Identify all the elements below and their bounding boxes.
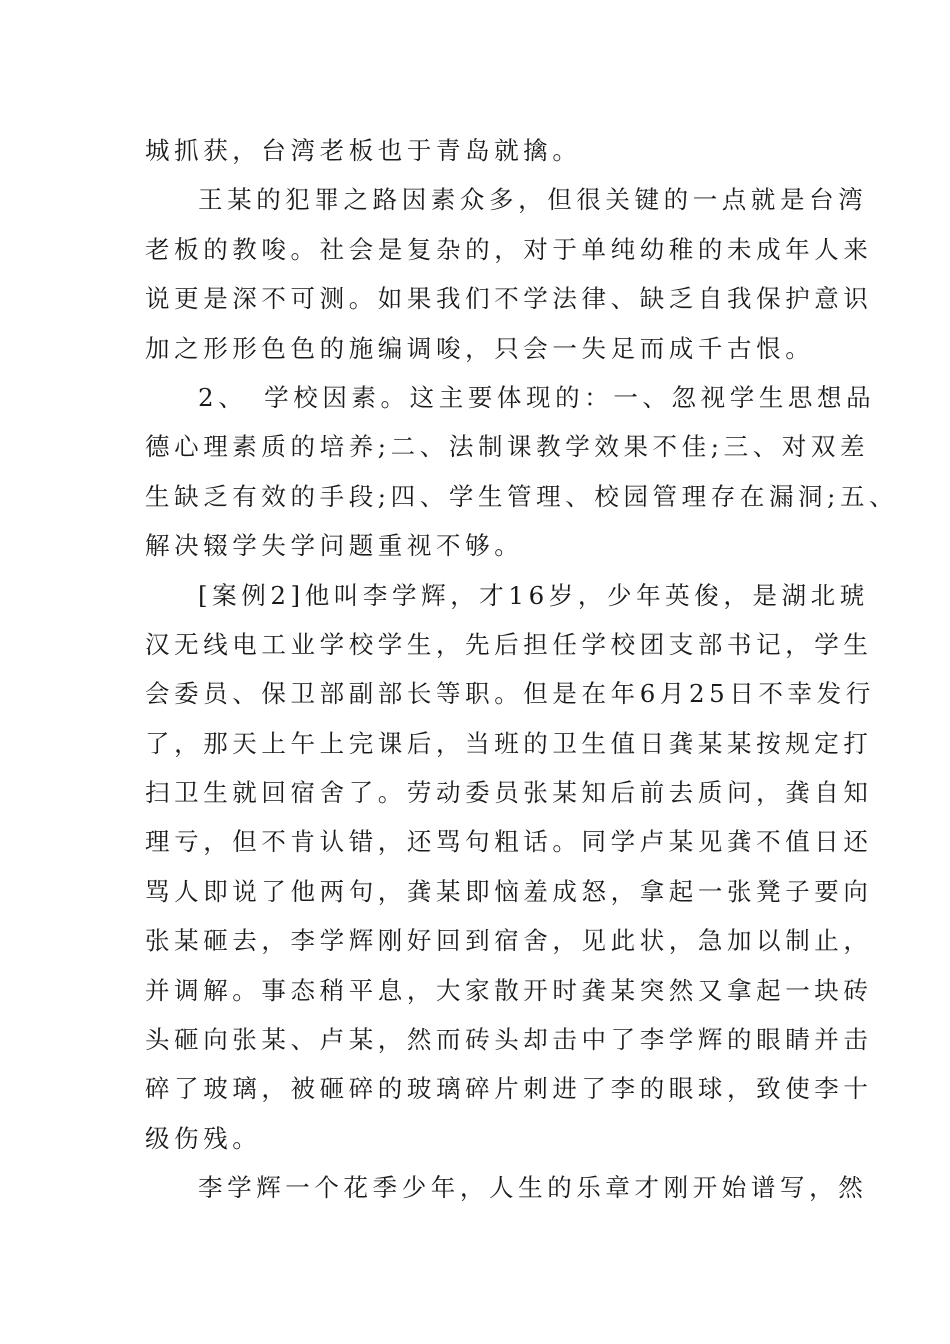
text-line: 城抓获，台湾老板也于青岛就擒。 (145, 136, 582, 165)
body-text (145, 126, 899, 1213)
text-line: 头砸向张某、卢某，然而砖头却击中了李学辉的眼睛并击 (145, 1025, 873, 1055)
text-line: 骂人即说了他两句，龚某即恼羞成怒，拿起一张凳子要向 (145, 876, 873, 906)
text-line: 张某砸去，李学辉刚好回到宿舍，见此状，急加以制止， (145, 926, 873, 956)
text-line: 加之形形色色的施编调唆，只会一失足而成千古恨。 (145, 333, 815, 363)
text-line: 李学辉一个花季少年，人生的乐章才刚开始谱写，然 (198, 1173, 868, 1203)
text-line: 级伤残。 (145, 1123, 262, 1153)
text-line: 说更是深不可测。如果我们不学法律、缺乏自我保护意识 (145, 284, 873, 314)
text-line: 碎了玻璃，被砸碎的玻璃碎片刺进了李的眼球，致使李十 (145, 1074, 873, 1104)
text-line: [案例2]他叫李学辉，才16岁，少年英俊，是湖北琥 (198, 580, 869, 610)
text-line: 扫卫生就回宿舍了。劳动委员张某知后前去质问，龚自知 (145, 778, 873, 808)
text-line: 生缺乏有效的手段;四、学生管理、校园管理存在漏洞;五、 (145, 481, 899, 511)
text-line: 并调解。事态稍平息，大家散开时龚某突然又拿起一块砖 (145, 975, 873, 1005)
text-line: 2、 学校因素。这主要体现的：一、忽视学生思想品 (198, 382, 876, 412)
text-line: 王某的犯罪之路因素众多，但很关键的一点就是台湾 (198, 185, 868, 215)
text-line: 老板的教唆。社会是复杂的，对于单纯幼稚的未成年人来 (145, 234, 873, 264)
text-line: 汉无线电工业学校学生，先后担任学校团支部书记，学生 (145, 629, 873, 659)
text-line: 了，那天上午上完课后，当班的卫生值日龚某某按规定打 (145, 728, 873, 758)
text-line: 德心理素质的培养;二、法制课教学效果不佳;三、对双差 (145, 432, 870, 462)
text-line: 会委员、保卫部副部长等职。但是在年6月25日不幸发行 (145, 679, 875, 709)
text-line: 理亏，但不肯认错，还骂句粗话。同学卢某见龚不值日还 (145, 827, 873, 857)
text-line: 解决辍学失学问题重视不够。 (145, 531, 524, 561)
